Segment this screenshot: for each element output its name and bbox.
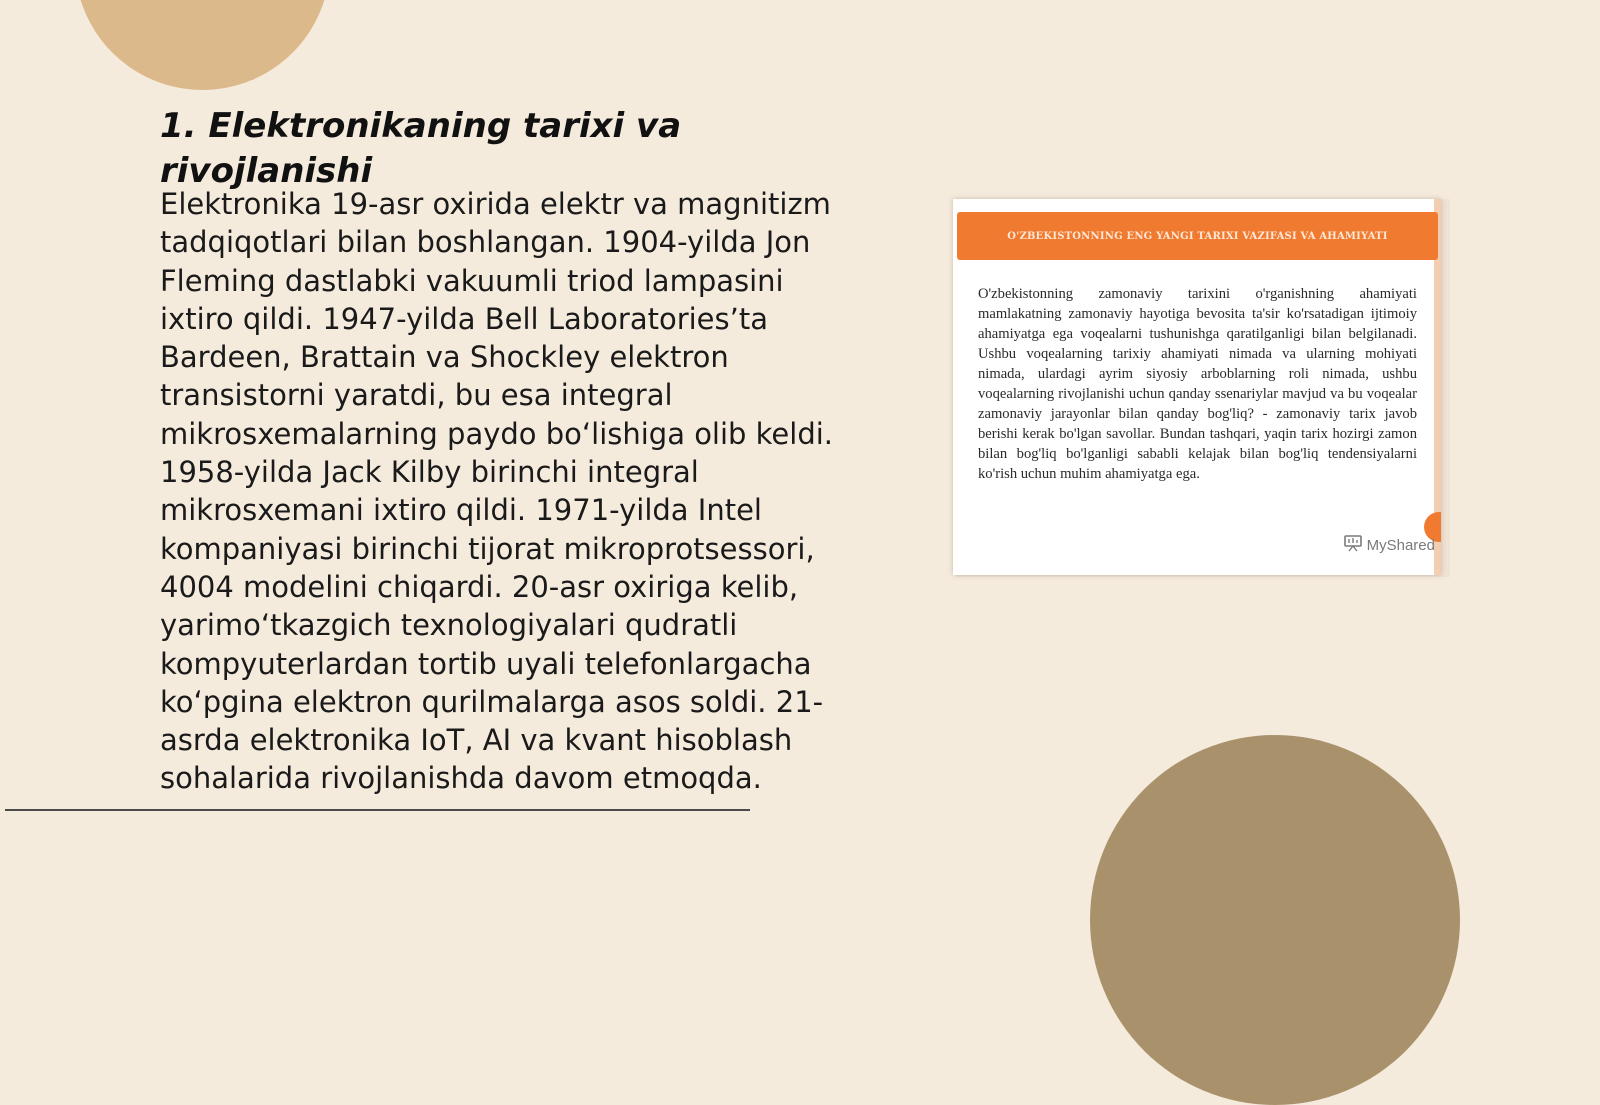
decorative-circle-top — [75, 0, 330, 90]
projector-icon — [1343, 534, 1363, 556]
embedded-picture — [953, 199, 1441, 575]
picture-watermark — [1343, 534, 1435, 556]
watermark-label: MyShared — [1366, 536, 1435, 554]
picture-paragraph: O'zbekistonning zamonaviy tarixini o'rganishning ahamiyati mamlakatning zamonaviy hayotiga bevosita ta'sir ko'rsatadigan ijtimoiy ahamiyatga ega voqealarni tushunishga qaratilganligi bilan belgilanadi. Ushbu voqealarning tarixiy ahamiyati nimada va ularning mohiyati nimada, ulardagi ayrim siyosiy arboblarning roli nimada, ushbu voqealarning rivojlanishi uchun qanday ssenariylar mavjud va bu voqealar zamonaviy jarayonlar bilan qanday bog'liq? - zamonaviy tarix javob berishi kerak bo'lgan savollar. Bundan tashqari, yaqin tarix hozirgi zamon bilan bog'liq bo'lganligi sababli kelajak bilan bog'liq tendensiyalarni ko'rish uchun muhim ahamiyatga ega. — [978, 286, 1417, 482]
divider-line — [5, 809, 750, 811]
slide-body-text: Elektronika 19-asr oxirida elektr va magnitizm tadqiqotlari bilan boshlangan. 1904-yilda Jon Fleming dastlabki vakuumli triod lampasini ixtiro qildi. 1947-yilda Bell Laboratories’ta Bardeen, Brattain va Shockley elektron transistorni yaratdi, bu esa integral mikrosxemalarning paydo bo‘lishiga olib keldi. 1958-yilda Jack Kilby birinchi integral mikrosxemani ixtiro qildi. 1971-yilda Intel kompaniyasi birinchi tijorat mikroprotsessori, 4004 modelini chiqardi. 20-asr oxiriga kelib, yarimo‘tkazgich texnologiyalari qudratli kompyuterlardan tortib uyali telefonlargacha ko‘pgina elektron qurilmalarga asos soldi. 21-asrda elektronika IoT, AI va kvant hisoblash sohalarida rivojlanishda davom etmoqda. — [160, 187, 834, 796]
decorative-circle-bottom — [1090, 735, 1460, 1105]
slide-title: 1. Elektronikaning tarixi va rivojlanishi — [160, 106, 682, 191]
picture-banner: O'ZBEKISTONNING ENG YANGI TARIXI VAZIFASI VA AHAMIYATI — [957, 212, 1438, 260]
